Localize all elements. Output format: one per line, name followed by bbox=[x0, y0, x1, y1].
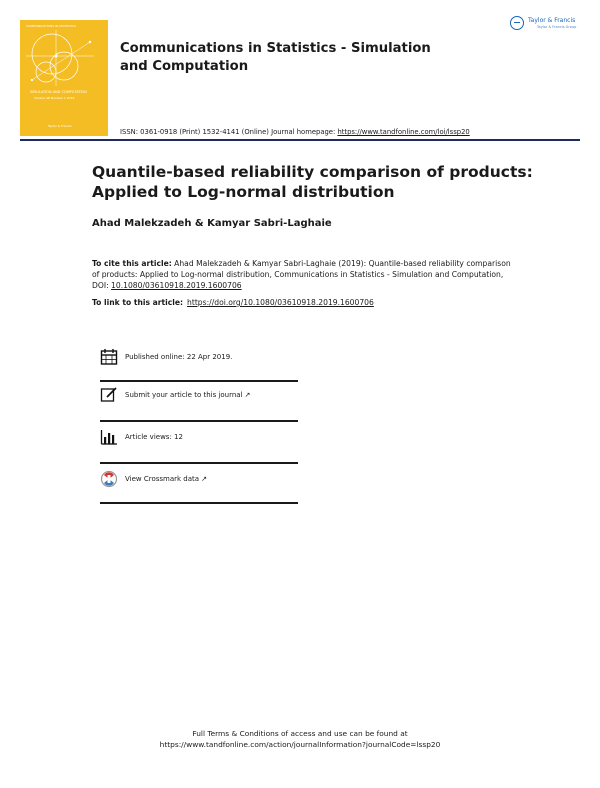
issn-line bbox=[120, 128, 470, 136]
cover-publisher: Taylor & Francis bbox=[48, 124, 72, 128]
crossmark-link[interactable] bbox=[125, 475, 207, 483]
info-divider bbox=[100, 420, 298, 422]
article-link[interactable]: https://doi.org/10.1080/03610918.2019.1600706 bbox=[187, 298, 374, 307]
journal-title: Communications in Statistics - Simulation and Computation bbox=[120, 41, 431, 74]
edit-icon bbox=[100, 386, 118, 404]
footer-terms: Full Terms & Conditions of access and use can be found at bbox=[192, 729, 408, 738]
submit-row[interactable] bbox=[100, 386, 298, 406]
calendar-icon bbox=[100, 348, 118, 366]
journal-homepage-link[interactable]: https://www.tandfonline.com/loi/lssp20 bbox=[337, 128, 470, 136]
footer bbox=[100, 728, 500, 750]
link-block bbox=[92, 298, 374, 307]
published-date: Published online: 22 Apr 2019. bbox=[125, 353, 233, 361]
publisher-logo[interactable] bbox=[510, 16, 586, 34]
citation-block bbox=[92, 258, 512, 291]
publisher-subname: Taylor & Francis Group bbox=[537, 25, 577, 29]
info-divider bbox=[100, 462, 298, 464]
cite-label: To cite this article: bbox=[92, 259, 172, 268]
issn-text: ISSN: 0361-0918 (Print) 1532-4141 (Online) Journal homepage: bbox=[120, 128, 338, 136]
cite-text: Ahad Malekzadeh & Kamyar Sabri-Laghaie (2019): Quantile-based reliability comparison of products: Applied to Log-normal distribution, Communications in Statistics - Simulation and Computation, DOI: bbox=[92, 259, 511, 290]
cover-journal-mark: COMMUNICATIONS IN STATISTICS bbox=[26, 24, 76, 28]
journal-cover-image bbox=[20, 20, 108, 136]
crossmark-row[interactable] bbox=[100, 470, 298, 490]
published-row bbox=[100, 348, 298, 368]
cover-graphic bbox=[20, 20, 108, 136]
crossmark-icon bbox=[100, 470, 118, 488]
bar-chart-icon bbox=[100, 428, 118, 446]
header-divider bbox=[20, 139, 580, 141]
doi-link[interactable]: 10.1080/03610918.2019.1600706 bbox=[111, 281, 242, 290]
submit-label: Submit your article to this journal bbox=[125, 391, 243, 399]
link-label: To link to this article: bbox=[92, 298, 184, 307]
crossmark-label: View Crossmark data bbox=[125, 475, 200, 483]
submit-link[interactable] bbox=[125, 391, 250, 399]
cover-subtitle: SIMULATION AND COMPUTATION bbox=[30, 90, 87, 94]
info-divider bbox=[100, 380, 298, 382]
publisher-logo-icon bbox=[510, 16, 524, 30]
article-views: Article views: 12 bbox=[125, 433, 183, 441]
publisher-name: Taylor & Francis bbox=[528, 17, 576, 24]
cover-volume: Volume 48 Number 1 2019 bbox=[34, 96, 75, 100]
footer-terms-link[interactable]: https://www.tandfonline.com/action/journalInformation?journalCode=lssp20 bbox=[159, 740, 441, 749]
external-link-icon: ↗ bbox=[244, 391, 251, 399]
info-divider bbox=[100, 502, 298, 504]
external-link-icon: ↗ bbox=[201, 475, 207, 483]
article-title: Quantile-based reliability comparison of products: Applied to Log-normal distribution bbox=[92, 163, 533, 201]
article-authors: Ahad Malekzadeh & Kamyar Sabri-Laghaie bbox=[92, 218, 332, 229]
views-row bbox=[100, 428, 298, 448]
